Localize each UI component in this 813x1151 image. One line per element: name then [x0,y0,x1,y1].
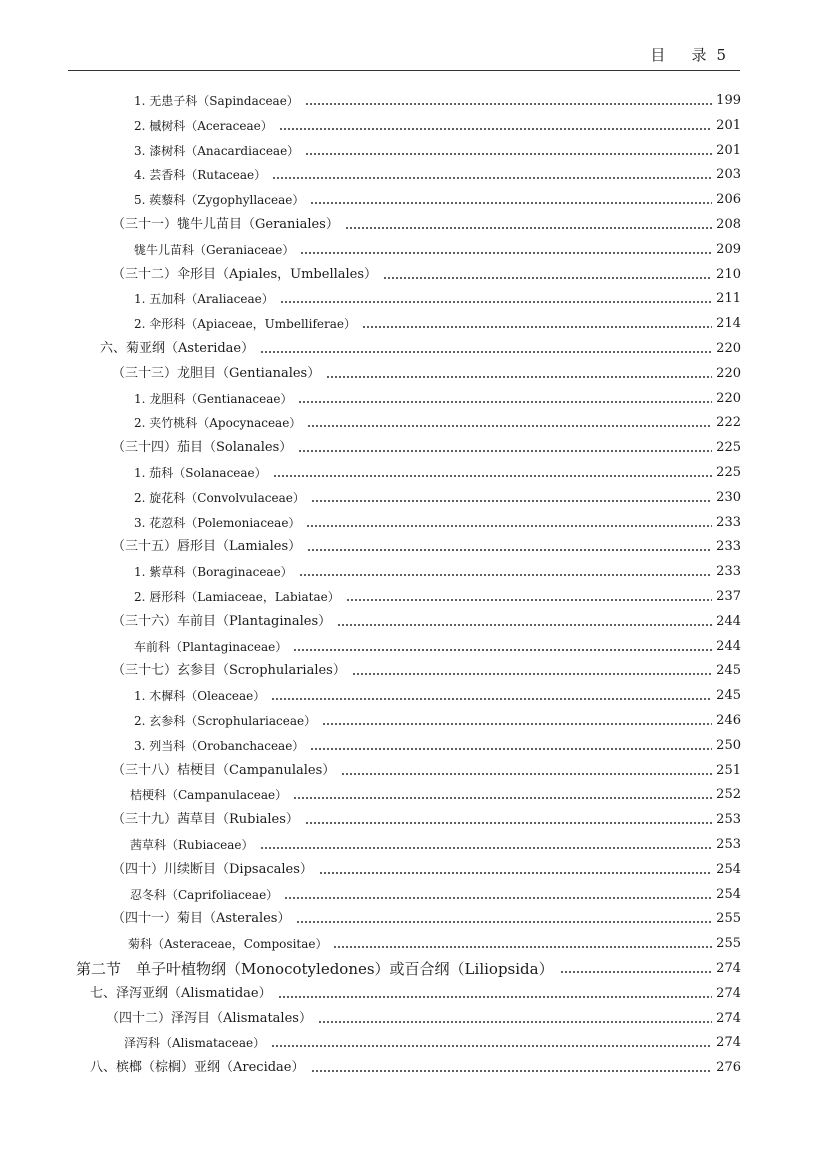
toc-entry-label: （四十）川续断目（Dipsacales） [112,861,313,877]
toc-entry-page: 225 [716,465,741,480]
dot-leader [278,986,713,1002]
dot-leader [305,143,712,159]
toc-entry[interactable] [112,358,741,382]
dot-leader [280,291,712,307]
dot-leader [311,1060,713,1076]
toc-entry-page: 214 [716,316,741,332]
toc-entry[interactable] [112,259,741,283]
toc-entry-page: 252 [716,787,741,803]
toc-entry-label: 2. 伞形科（Apiaceae，Umbelliferae） [134,317,357,332]
toc-entry[interactable] [134,631,741,655]
toc-entry-page: 244 [716,638,741,654]
toc-entry[interactable] [134,308,741,332]
toc-entry[interactable] [100,333,741,357]
toc-entry-label: （三十七）玄参目（Scrophulariales） [112,663,346,679]
toc-entry-page: 203 [716,167,741,183]
dot-leader [271,1035,712,1051]
dot-leader [322,713,712,729]
toc-entry[interactable] [112,209,741,233]
toc-entry[interactable] [112,432,741,456]
toc-entry-page: 245 [716,688,741,704]
toc-entry-page: 255 [716,911,741,927]
toc-entry-label: 1. 木樨科（Oleaceae） [134,689,266,704]
toc-entry-label: （三十九）茜草目（Rubiales） [112,812,299,828]
toc-entry-label: 2. 槭树科（Aceraceae） [134,118,273,133]
toc-entry[interactable] [128,928,741,952]
dot-leader [362,316,712,332]
dot-leader [299,564,712,580]
dot-leader [307,539,712,555]
toc-entry[interactable] [134,705,741,729]
dot-leader [383,267,712,283]
toc-entry-label: 1. 无患子科（Sapindaceae） [134,94,299,108]
dot-leader [293,787,712,803]
toc-entry-label: （三十八）桔梗目（Campanulales） [112,762,336,778]
dot-leader [260,341,712,357]
dot-leader [273,465,713,481]
dot-leader [305,812,712,828]
toc-entry-label: 4. 芸香科（Rutaceae） [134,168,267,183]
toc-entry[interactable] [134,383,741,407]
toc-entry-label: 菊科（Asteraceae，Compositae） [128,937,328,952]
toc-entry[interactable] [112,606,741,630]
toc-entry[interactable] [76,953,741,977]
toc-entry-page: 254 [716,886,741,902]
toc-entry[interactable] [106,1003,741,1027]
toc-entry-page: 276 [716,1060,741,1076]
toc-entry-label: （三十三）龙胆目（Gentianales） [112,365,321,381]
toc-entry[interactable] [134,507,741,531]
toc-entry[interactable] [130,879,741,903]
toc-entry-label: 桔梗科（Campanulaceae） [130,788,288,803]
toc-entry-label: 1. 龙胆科（Gentianaceae） [134,391,293,406]
toc-entry[interactable] [130,829,741,853]
toc-entry-label: 牻牛儿苗科（Geraniaceae） [134,242,295,257]
toc-entry-page: 244 [716,613,741,629]
toc-entry-page: 245 [716,663,741,679]
toc-entry-page: 274 [716,1035,741,1051]
toc-entry-label: 1. 五加科（Araliaceae） [134,292,274,307]
dot-leader [296,911,712,927]
toc-entry-label: 5. 蒺藜科（Zygophyllaceae） [134,193,305,208]
toc-entry-label: 泽泻科（Alismataceae） [124,1036,266,1051]
toc-entry[interactable] [134,283,741,307]
dot-leader [307,415,712,431]
toc-entry[interactable] [134,556,741,580]
toc-entry[interactable] [124,1027,741,1051]
dot-leader [310,738,712,754]
dot-leader [318,1011,712,1027]
toc-entry[interactable] [134,581,741,605]
toc-entry-label: （三十一）牻牛儿苗目（Geraniales） [112,217,339,232]
toc-entry[interactable] [134,730,741,754]
toc-entry[interactable] [112,804,741,828]
toc-entry-label: 3. 漆树科（Anacardiaceae） [134,143,300,158]
dot-leader [279,118,712,134]
dot-leader [298,440,712,456]
toc-entry-page: 220 [716,341,741,356]
dot-leader [341,763,712,779]
toc-entry-page: 255 [716,936,741,952]
toc-entry-label: 七、泽泻亚纲（Alismatidae） [90,985,272,1001]
toc-entry[interactable] [134,85,741,109]
toc-entry-page: 209 [716,241,741,257]
dot-leader [326,366,712,382]
toc-entry-label: 车前科（Plantaginaceae） [134,639,288,654]
toc-entry-label: 2. 唇形科（Lamiaceae，Labiatae） [134,590,340,604]
dot-leader [310,192,712,208]
toc-entry-label: 2. 夹竹桃科（Apocynaceae） [134,416,302,431]
page-header [68,38,740,71]
toc-entry[interactable] [112,854,741,878]
toc-entry[interactable] [134,135,741,159]
dot-leader [305,93,712,109]
toc-entry-label: 八、槟榔（棕榈）亚纲（Arecidae） [90,1060,305,1076]
running-title-chapter: 录 [691,46,707,64]
toc-entry-page: 222 [716,415,741,431]
toc-entry-label: 1. 紫草科（Boraginaceae） [134,565,293,580]
toc-entry[interactable] [134,407,741,431]
toc-entry-label: （三十六）车前目（Plantaginales） [112,613,332,629]
toc-entry-page: 253 [716,812,741,828]
toc-entry-page: 201 [716,117,741,133]
toc-entry-page: 230 [716,489,741,505]
dot-leader [346,589,712,605]
dot-leader [306,515,712,531]
toc-entry-page: 246 [716,713,741,728]
toc-entry-label: 六、菊亚纲（Asteridae） [100,341,255,356]
toc-entry[interactable] [134,482,741,506]
toc-entry[interactable] [134,234,741,258]
toc-entry[interactable] [134,680,741,704]
toc-entry[interactable] [112,531,741,555]
toc-entry[interactable] [90,978,741,1002]
dot-leader [272,167,712,183]
toc-entry-page: 199 [716,93,741,108]
dot-leader [300,242,712,258]
toc-entry-label: （三十五）唇形目（Lamiales） [112,539,302,555]
toc-entry-page: 250 [716,737,741,753]
toc-entry-page: 206 [716,192,741,208]
running-title [650,44,726,65]
dot-leader [271,688,712,704]
toc-entry-page: 237 [716,589,741,604]
dot-leader [333,936,712,952]
toc-entry-page: 208 [716,217,741,232]
dot-leader [352,663,712,679]
toc-entry-label: 2. 旋花科（Convolvulaceae） [134,490,305,505]
toc-entry-page: 233 [716,514,741,530]
running-title-section: 目 [650,46,666,64]
toc-entry-label: （三十二）伞形目（Apiales，Umbellales） [112,266,378,282]
toc-entry-page: 220 [716,365,741,381]
toc-entry[interactable] [134,159,741,183]
toc-entry-label: 2. 玄参科（Scrophulariaceae） [134,714,317,728]
toc-entry[interactable] [134,184,741,208]
toc-entry-page: 253 [716,837,741,852]
dot-leader [345,217,712,233]
toc-entry-page: 274 [716,985,741,1001]
toc-entry[interactable] [112,903,741,927]
toc-entry-page: 210 [716,266,741,282]
toc-entry-label: （三十四）茄目（Solanales） [112,440,293,456]
toc-entry[interactable] [112,755,741,779]
toc-entry-label: 3. 列当科（Orobanchaceae） [134,738,305,753]
toc-entry[interactable] [112,655,741,679]
running-page-number: 5 [716,46,726,64]
toc-entry-page: 251 [716,762,741,778]
toc-entry-label: 1. 茄科（Solanaceae） [134,466,267,480]
dot-leader [311,490,712,506]
toc-entry-label: 第二节 单子叶植物纲（Monocotyledones）或百合纲（Liliopsida） [76,960,554,978]
toc-entry[interactable] [134,110,741,134]
toc-entry-page: 233 [716,564,741,580]
dot-leader [260,837,713,853]
toc-entry-label: （四十二）泽泻目（Alismatales） [106,1010,312,1026]
dot-leader [298,391,712,407]
toc-entry-label: （四十一）菊目（Asterales） [112,911,291,927]
toc-entry-label: 茜草科（Rubiaceae） [130,838,254,852]
dot-leader [560,961,713,977]
toc-entry-page: 211 [716,291,741,307]
toc-entry-page: 274 [716,1010,741,1026]
dot-leader [293,639,712,655]
toc-entry-page: 233 [716,539,741,555]
toc-entry[interactable] [90,1052,741,1076]
toc-entry-label: 忍冬科（Caprifoliaceae） [130,887,279,902]
toc-entry-page: 220 [716,390,741,406]
toc-entry-label: 3. 花荵科（Polemoniaceae） [134,515,301,530]
dot-leader [284,887,712,903]
toc-entry-page: 201 [716,142,741,158]
toc-entry[interactable] [134,457,741,481]
toc-entry-page: 274 [716,961,741,976]
dot-leader [319,862,712,878]
toc-entry-page: 225 [716,440,741,456]
toc-entry-page: 254 [716,861,741,877]
dot-leader [337,614,712,630]
toc-entry[interactable] [130,779,741,803]
